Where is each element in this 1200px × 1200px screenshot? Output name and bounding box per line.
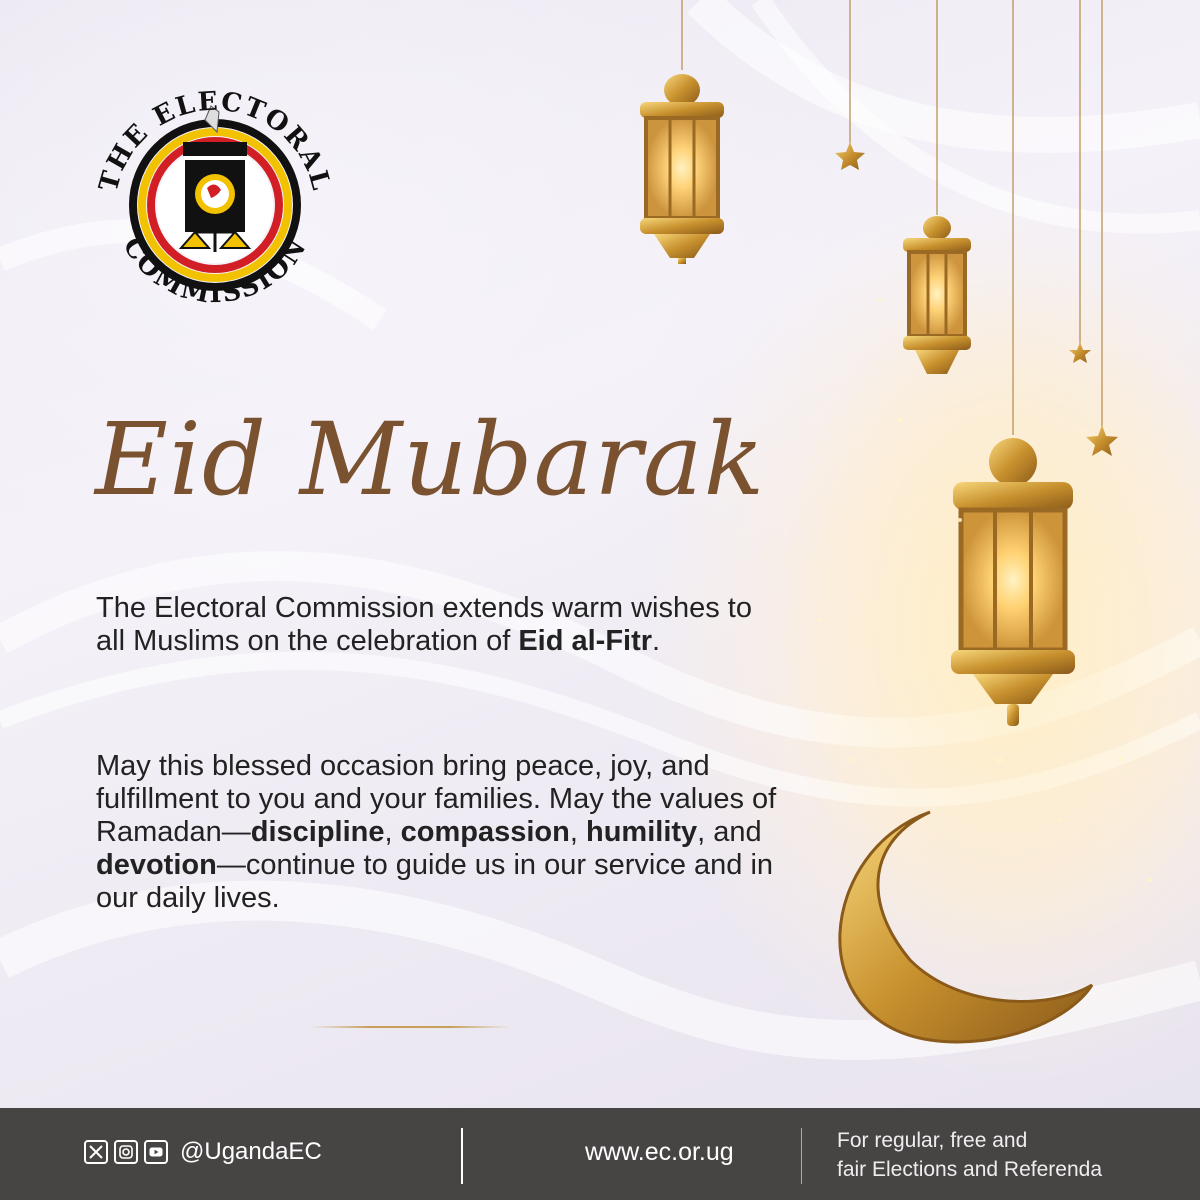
youtube-icon[interactable]	[144, 1140, 168, 1164]
tagline-line-1: For regular, free and	[837, 1129, 1028, 1152]
eid-al-fitr-bold: Eid al-Fitr	[518, 625, 653, 657]
value-compassion: compassion	[400, 816, 570, 848]
svg-text:THE ELECTORAL: THE ELECTORAL	[93, 86, 337, 195]
separator: , and	[697, 816, 762, 848]
value-devotion: devotion	[96, 849, 217, 881]
footer-divider	[461, 1128, 463, 1184]
blessing-text-1: May this blessed occasion bring peace, joy, and fulfillment to you and your families. May the values of Ramadan—	[96, 750, 777, 848]
blessing-text-2: —continue to guide us in our service and in our daily lives.	[96, 849, 774, 914]
tagline-line-2: fair Elections and Referenda	[837, 1158, 1102, 1181]
instagram-icon[interactable]	[114, 1140, 138, 1164]
eid-mubarak-title: Eid Mubarak	[95, 401, 766, 518]
footer-bar	[0, 1108, 1200, 1200]
value-humility: humility	[585, 816, 698, 848]
website-link[interactable]: www.ec.or.ug	[585, 1138, 734, 1166]
greeting-text: The Electoral Commission extends warm wishes to all Muslims on the celebration of	[96, 592, 752, 657]
greeting-period: .	[652, 625, 661, 657]
value-discipline: discipline	[250, 816, 385, 848]
svg-text:COMMISSION: COMMISSION	[116, 232, 314, 310]
social-handle[interactable]: @UgandaEC	[180, 1138, 322, 1165]
lantern-icon	[640, 74, 724, 264]
social-links	[84, 1138, 322, 1166]
x-icon[interactable]	[84, 1140, 108, 1164]
tagline	[837, 1126, 1102, 1184]
separator: ,	[569, 816, 586, 848]
star-icon	[835, 142, 865, 170]
separator: ,	[384, 816, 401, 848]
footer-divider	[801, 1128, 802, 1184]
